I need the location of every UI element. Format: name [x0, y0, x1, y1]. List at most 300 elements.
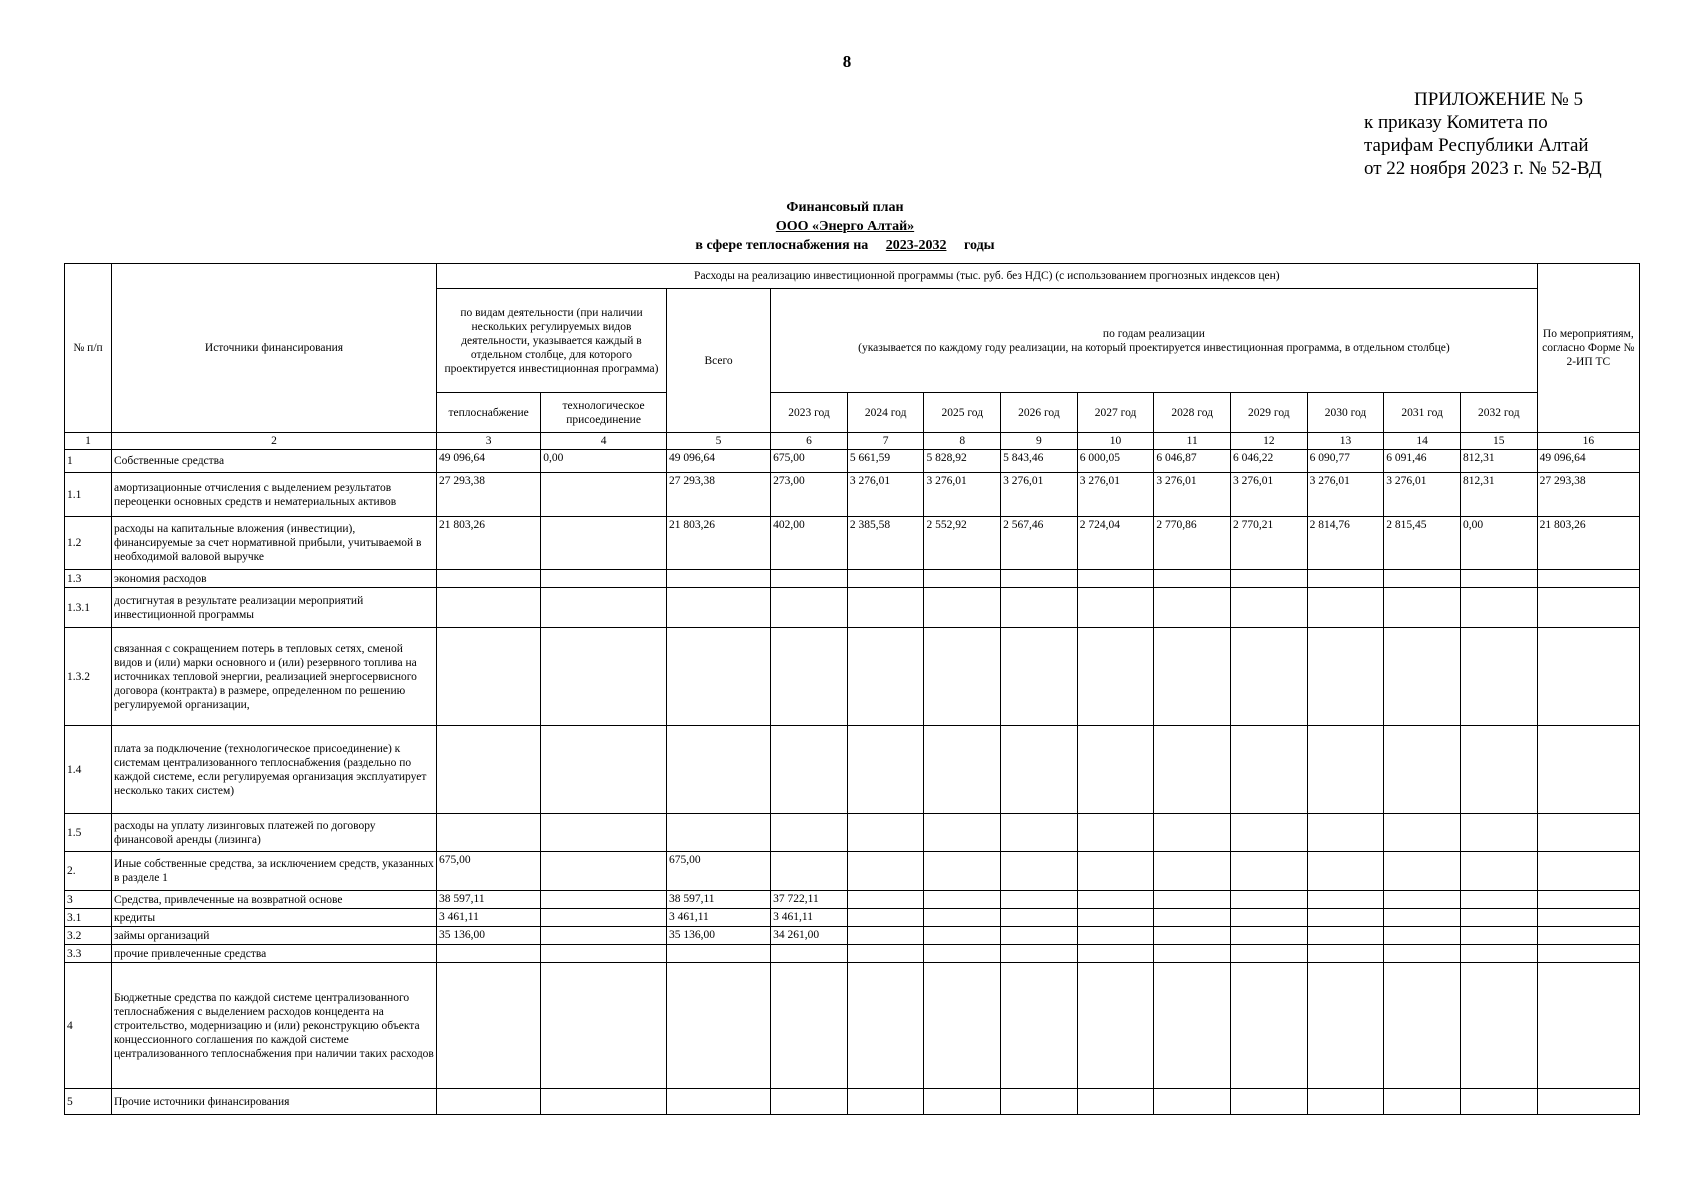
column-number: 5 [666, 433, 770, 450]
cell-year [1231, 927, 1308, 945]
cell-year [847, 570, 924, 588]
cell-total: 21 803,26 [666, 517, 770, 570]
cell-total: 3 461,11 [666, 909, 770, 927]
column-number: 12 [1231, 433, 1308, 450]
cell-year: 6 046,22 [1231, 450, 1308, 473]
cell-year [1077, 726, 1154, 814]
title-line-1: Финансовый план [786, 200, 904, 215]
table-row [65, 891, 1640, 909]
header-year-4: 2027 год [1077, 393, 1154, 433]
cell-tech-connection [541, 927, 667, 945]
cell-year [924, 726, 1001, 814]
table-row [65, 814, 1640, 852]
cell-by-measures [1537, 814, 1639, 852]
document-title [620, 198, 1070, 255]
table-row [65, 1089, 1640, 1115]
cell-year: 812,31 [1460, 473, 1537, 517]
cell-year [1154, 852, 1231, 891]
cell-year: 0,00 [1460, 517, 1537, 570]
cell-year [1307, 909, 1384, 927]
cell-year [1001, 909, 1078, 927]
cell-by-measures [1537, 927, 1639, 945]
table-row [65, 963, 1640, 1089]
column-number: 6 [771, 433, 848, 450]
cell-year: 273,00 [771, 473, 848, 517]
cell-total [666, 570, 770, 588]
appendix-block [1364, 88, 1684, 180]
row-label: достигнутая в результате реализации мероприятий инвестиционной программы [112, 588, 437, 628]
cell-year [924, 628, 1001, 726]
cell-year: 34 261,00 [771, 927, 848, 945]
cell-heat-supply: 27 293,38 [437, 473, 541, 517]
cell-year [771, 852, 848, 891]
cell-year [1001, 852, 1078, 891]
appendix-line-4: от 22 ноября 2023 г. № 52-ВД [1364, 158, 1602, 179]
header-year-7: 2030 год [1307, 393, 1384, 433]
cell-year [771, 814, 848, 852]
cell-tech-connection [541, 909, 667, 927]
header-year-8: 2031 год [1384, 393, 1461, 433]
cell-year [771, 628, 848, 726]
cell-year [1077, 891, 1154, 909]
row-number: 5 [65, 1089, 112, 1115]
header-year-3: 2026 год [1001, 393, 1078, 433]
header-year-2: 2025 год [924, 393, 1001, 433]
cell-tech-connection [541, 963, 667, 1089]
row-label: Собственные средства [112, 450, 437, 473]
cell-year [1384, 891, 1461, 909]
cell-year [1231, 570, 1308, 588]
cell-year [771, 963, 848, 1089]
cell-year [1001, 814, 1078, 852]
cell-year [1001, 945, 1078, 963]
cell-year [1001, 570, 1078, 588]
cell-heat-supply [437, 570, 541, 588]
cell-total: 675,00 [666, 852, 770, 891]
cell-total: 49 096,64 [666, 450, 770, 473]
header-tech-connection: технологическое присоединение [541, 393, 667, 433]
header-heat-supply: теплоснабжение [437, 393, 541, 433]
cell-year [1077, 814, 1154, 852]
header-by-activity: по видам деятельности (при наличии нескольких регулируемых видов деятельности, указывается каждый в отдельном столбце, для которого проектируется инвестиционная программа) [437, 289, 667, 393]
cell-total [666, 814, 770, 852]
cell-tech-connection [541, 588, 667, 628]
cell-year: 812,31 [1460, 450, 1537, 473]
cell-year [1154, 1089, 1231, 1115]
cell-year [1231, 945, 1308, 963]
cell-heat-supply [437, 1089, 541, 1115]
cell-year [1231, 891, 1308, 909]
cell-tech-connection: 0,00 [541, 450, 667, 473]
cell-year: 5 661,59 [847, 450, 924, 473]
table-row [65, 927, 1640, 945]
cell-year [1384, 814, 1461, 852]
cell-year [1231, 963, 1308, 1089]
cell-year [1154, 726, 1231, 814]
cell-total [666, 726, 770, 814]
cell-year [1384, 909, 1461, 927]
row-number: 3.1 [65, 909, 112, 927]
title-years: 2023-2032 [885, 238, 947, 253]
column-number: 4 [541, 433, 667, 450]
cell-year [1077, 1089, 1154, 1115]
appendix-line-2: к приказу Комитета по [1364, 112, 1548, 133]
cell-tech-connection [541, 570, 667, 588]
row-label: Бюджетные средства по каждой системе централизованного теплоснабжения с выделением расходов концедента на строительство, модернизацию и (или) реконструкцию объекта концессионного соглашения по каждой системе централизованного теплоснабжения при наличии таких расходов [112, 963, 437, 1089]
cell-year [1307, 1089, 1384, 1115]
row-number: 3.2 [65, 927, 112, 945]
table-row [65, 628, 1640, 726]
cell-by-measures [1537, 628, 1639, 726]
cell-year [1460, 945, 1537, 963]
cell-year [1154, 814, 1231, 852]
header-year-9: 2032 год [1460, 393, 1537, 433]
cell-year: 3 276,01 [924, 473, 1001, 517]
cell-year [1307, 891, 1384, 909]
cell-year [924, 852, 1001, 891]
cell-total [666, 588, 770, 628]
row-number: 1.1 [65, 473, 112, 517]
row-number: 2. [65, 852, 112, 891]
row-number: 1.3.2 [65, 628, 112, 726]
cell-year: 5 843,46 [1001, 450, 1078, 473]
column-number: 2 [112, 433, 437, 450]
row-label: экономия расходов [112, 570, 437, 588]
cell-year: 2 385,58 [847, 517, 924, 570]
cell-year: 402,00 [771, 517, 848, 570]
row-number: 1.3 [65, 570, 112, 588]
cell-year: 37 722,11 [771, 891, 848, 909]
row-number: 1 [65, 450, 112, 473]
row-number: 1.5 [65, 814, 112, 852]
cell-year [1231, 814, 1308, 852]
cell-year [771, 570, 848, 588]
cell-year [847, 588, 924, 628]
cell-tech-connection [541, 628, 667, 726]
page-number: 8 [842, 52, 852, 71]
cell-total: 38 597,11 [666, 891, 770, 909]
appendix-title: ПРИЛОЖЕНИЕ № 5 [1414, 89, 1583, 110]
cell-year [1154, 963, 1231, 1089]
cell-year [1460, 628, 1537, 726]
cell-year [847, 927, 924, 945]
header-by-year-note: (указывается по каждому году реализации, на который проектируется инвестиционная программа, в отдельном столбце) [858, 341, 1450, 354]
table-row [65, 570, 1640, 588]
cell-year [1384, 945, 1461, 963]
cell-year [1154, 909, 1231, 927]
cell-by-measures: 21 803,26 [1537, 517, 1639, 570]
row-label: прочие привлеченные средства [112, 945, 437, 963]
cell-year: 2 815,45 [1384, 517, 1461, 570]
cell-year: 6 000,05 [1077, 450, 1154, 473]
cell-year [1231, 588, 1308, 628]
column-number: 15 [1460, 433, 1537, 450]
cell-year [1231, 726, 1308, 814]
cell-year: 3 461,11 [771, 909, 848, 927]
cell-total [666, 963, 770, 1089]
table-row [65, 588, 1640, 628]
cell-year [924, 891, 1001, 909]
row-number: 3.3 [65, 945, 112, 963]
cell-year: 6 091,46 [1384, 450, 1461, 473]
cell-year: 6 090,77 [1307, 450, 1384, 473]
title-suffix: годы [963, 238, 995, 253]
row-label: расходы на уплату лизинговых платежей по договору финансовой аренды (лизинга) [112, 814, 437, 852]
table-row [65, 945, 1640, 963]
cell-tech-connection [541, 891, 667, 909]
column-numbers-row [65, 433, 1640, 450]
cell-heat-supply [437, 628, 541, 726]
cell-by-measures [1537, 726, 1639, 814]
cell-year [847, 852, 924, 891]
cell-year: 2 770,86 [1154, 517, 1231, 570]
cell-year [1307, 814, 1384, 852]
cell-year: 3 276,01 [1307, 473, 1384, 517]
cell-year [1001, 927, 1078, 945]
cell-heat-supply: 3 461,11 [437, 909, 541, 927]
cell-year: 2 770,21 [1231, 517, 1308, 570]
cell-year [1077, 570, 1154, 588]
cell-year [1077, 588, 1154, 628]
cell-year [1231, 628, 1308, 726]
cell-year [1384, 628, 1461, 726]
cell-year [1077, 909, 1154, 927]
cell-year [1460, 570, 1537, 588]
cell-year [1154, 891, 1231, 909]
cell-year [924, 909, 1001, 927]
cell-year [1460, 852, 1537, 891]
cell-year [847, 1089, 924, 1115]
cell-year: 3 276,01 [847, 473, 924, 517]
cell-year [1001, 963, 1078, 1089]
cell-heat-supply: 21 803,26 [437, 517, 541, 570]
cell-tech-connection [541, 1089, 667, 1115]
cell-year [1384, 588, 1461, 628]
cell-year: 6 046,87 [1154, 450, 1231, 473]
row-number: 1.2 [65, 517, 112, 570]
cell-year [1307, 628, 1384, 726]
cell-year [1154, 588, 1231, 628]
cell-year [1460, 891, 1537, 909]
cell-year [1384, 726, 1461, 814]
cell-year: 3 276,01 [1154, 473, 1231, 517]
cell-year [1154, 927, 1231, 945]
column-number: 1 [65, 433, 112, 450]
cell-year [847, 891, 924, 909]
row-label: плата за подключение (технологическое присоединение) к системам централизованного теплоснабжения (раздельно по каждой системе, если регулируемая организация эксплуатирует несколько таких систем) [112, 726, 437, 814]
cell-by-measures [1537, 891, 1639, 909]
cell-year [1307, 927, 1384, 945]
cell-year [1307, 852, 1384, 891]
cell-heat-supply [437, 963, 541, 1089]
title-line-3 [620, 236, 1070, 255]
cell-year: 3 276,01 [1077, 473, 1154, 517]
cell-year [1077, 945, 1154, 963]
header-year-1: 2024 год [847, 393, 924, 433]
financial-plan-table [64, 263, 1640, 1115]
cell-by-measures [1537, 945, 1639, 963]
cell-tech-connection [541, 852, 667, 891]
row-number: 4 [65, 963, 112, 1089]
cell-year [771, 945, 848, 963]
cell-year [771, 588, 848, 628]
cell-year [1307, 570, 1384, 588]
cell-year [924, 570, 1001, 588]
cell-year [1384, 927, 1461, 945]
cell-heat-supply [437, 588, 541, 628]
column-number: 8 [924, 433, 1001, 450]
cell-by-measures: 49 096,64 [1537, 450, 1639, 473]
table-row [65, 473, 1640, 517]
cell-year: 3 276,01 [1384, 473, 1461, 517]
cell-heat-supply: 38 597,11 [437, 891, 541, 909]
cell-tech-connection [541, 473, 667, 517]
cell-year [771, 726, 848, 814]
header-total: Всего [666, 289, 770, 433]
column-number: 11 [1154, 433, 1231, 450]
cell-tech-connection [541, 945, 667, 963]
table-row [65, 852, 1640, 891]
appendix-line-3: тарифам Республики Алтай [1364, 135, 1589, 156]
cell-year: 3 276,01 [1001, 473, 1078, 517]
cell-heat-supply: 35 136,00 [437, 927, 541, 945]
cell-tech-connection [541, 517, 667, 570]
cell-year [1460, 1089, 1537, 1115]
cell-tech-connection [541, 814, 667, 852]
table-row [65, 726, 1640, 814]
cell-year [924, 1089, 1001, 1115]
table-row [65, 450, 1640, 473]
cell-year [1001, 588, 1078, 628]
cell-year [1154, 570, 1231, 588]
cell-year [847, 945, 924, 963]
header-sources: Источники финансирования [112, 264, 437, 433]
cell-year: 2 724,04 [1077, 517, 1154, 570]
cell-year [1460, 814, 1537, 852]
cell-year [1001, 628, 1078, 726]
column-number: 3 [437, 433, 541, 450]
cell-year [1460, 963, 1537, 1089]
cell-heat-supply: 49 096,64 [437, 450, 541, 473]
header-num: № п/п [65, 264, 112, 433]
cell-year [1460, 909, 1537, 927]
column-number: 14 [1384, 433, 1461, 450]
title-prefix: в сфере теплоснабжения на [695, 238, 869, 253]
cell-year [1460, 726, 1537, 814]
cell-year: 2 814,76 [1307, 517, 1384, 570]
column-number: 16 [1537, 433, 1639, 450]
cell-year [1307, 588, 1384, 628]
cell-total [666, 628, 770, 726]
cell-year: 2 552,92 [924, 517, 1001, 570]
cell-year [1231, 852, 1308, 891]
cell-year [1307, 945, 1384, 963]
cell-year [1384, 1089, 1461, 1115]
cell-by-measures [1537, 1089, 1639, 1115]
row-label: Средства, привлеченные на возвратной основе [112, 891, 437, 909]
cell-year [847, 628, 924, 726]
row-number: 1.4 [65, 726, 112, 814]
cell-year [924, 963, 1001, 1089]
cell-total: 35 136,00 [666, 927, 770, 945]
cell-year [924, 945, 1001, 963]
header-year-0: 2023 год [771, 393, 848, 433]
cell-total: 27 293,38 [666, 473, 770, 517]
cell-year: 5 828,92 [924, 450, 1001, 473]
cell-by-measures [1537, 852, 1639, 891]
cell-by-measures [1537, 909, 1639, 927]
cell-year [1001, 891, 1078, 909]
cell-year [1077, 852, 1154, 891]
cell-heat-supply [437, 814, 541, 852]
cell-year [1307, 963, 1384, 1089]
header-year-5: 2028 год [1154, 393, 1231, 433]
cell-total [666, 945, 770, 963]
cell-heat-supply: 675,00 [437, 852, 541, 891]
cell-year [1460, 927, 1537, 945]
cell-year [1307, 726, 1384, 814]
cell-total [666, 1089, 770, 1115]
cell-year [1384, 570, 1461, 588]
row-label: амортизационные отчисления с выделением результатов переоценки основных средств и нематериальных активов [112, 473, 437, 517]
cell-year [1231, 909, 1308, 927]
header-row-1 [65, 264, 1640, 289]
header-by-year [771, 289, 1537, 393]
cell-year [924, 814, 1001, 852]
cell-year [924, 927, 1001, 945]
cell-by-measures [1537, 570, 1639, 588]
cell-year [1154, 945, 1231, 963]
cell-year [847, 963, 924, 1089]
header-by-year-title: по годам реализации [1102, 327, 1205, 340]
header-by-measures: По мероприятиям, согласно Форме № 2-ИП ТС [1537, 264, 1639, 433]
column-number: 9 [1001, 433, 1078, 450]
cell-year [1077, 963, 1154, 1089]
row-label: связанная с сокращением потерь в тепловых сетях, сменой видов и (или) марки основного и (или) резервного топлива на источниках тепловой энергии, реализацией энергосервисного договора (контракта) в размере, определенном по решению регулируемой организации, [112, 628, 437, 726]
table-row [65, 909, 1640, 927]
cell-year [847, 726, 924, 814]
cell-year [1077, 628, 1154, 726]
row-label: расходы на капитальные вложения (инвестиции), финансируемые за счет нормативной прибыли, учитываемой в необходимой валовой выручке [112, 517, 437, 570]
cell-by-measures: 27 293,38 [1537, 473, 1639, 517]
cell-year [1077, 927, 1154, 945]
table-row [65, 517, 1640, 570]
column-number: 7 [847, 433, 924, 450]
cell-year [1460, 588, 1537, 628]
column-number: 10 [1077, 433, 1154, 450]
cell-year [1384, 963, 1461, 1089]
cell-year: 2 567,46 [1001, 517, 1078, 570]
cell-year [1001, 726, 1078, 814]
cell-year: 3 276,01 [1231, 473, 1308, 517]
cell-heat-supply [437, 726, 541, 814]
cell-year: 675,00 [771, 450, 848, 473]
cell-year [924, 588, 1001, 628]
row-label: Прочие источники финансирования [112, 1089, 437, 1115]
cell-year [1154, 628, 1231, 726]
cell-year [847, 814, 924, 852]
cell-year [1384, 852, 1461, 891]
cell-year [771, 1089, 848, 1115]
row-label: Иные собственные средства, за исключением средств, указанных в разделе 1 [112, 852, 437, 891]
row-number: 1.3.1 [65, 588, 112, 628]
row-label: займы организаций [112, 927, 437, 945]
organization-name: ООО «Энерго Алтай» [775, 219, 915, 234]
row-label: кредиты [112, 909, 437, 927]
cell-year [1231, 1089, 1308, 1115]
row-number: 3 [65, 891, 112, 909]
cell-heat-supply [437, 945, 541, 963]
